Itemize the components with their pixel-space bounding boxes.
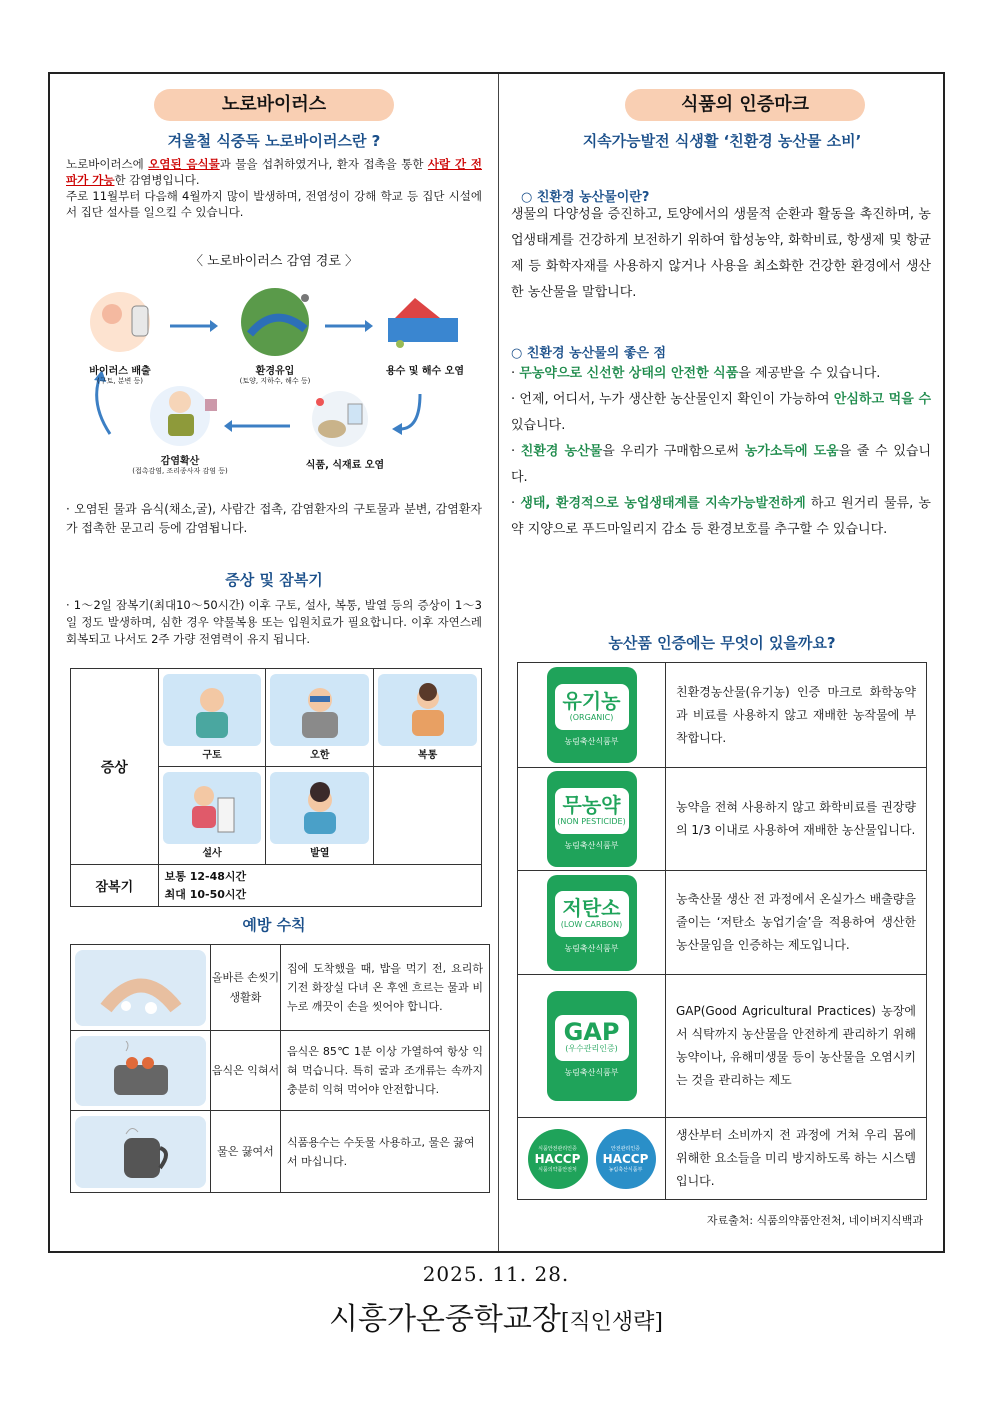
principal-name: 시흥가온중학교장 bbox=[328, 1302, 561, 1337]
symptom-fever-label: 발열 bbox=[310, 848, 330, 859]
norovirus-title: 노로바이러스 bbox=[154, 89, 394, 121]
symptom-diarrhea-label: 설사 bbox=[202, 848, 222, 859]
organic-desc: 친환경농산물(유기농) 인증 마크로 화학농약과 비료를 사용하지 않고 재배한 농작물에 부착합니다. bbox=[666, 663, 927, 768]
cook-cell bbox=[71, 1031, 211, 1111]
handwash-cell bbox=[71, 945, 211, 1031]
symptom-stomach-label: 복통 bbox=[417, 750, 438, 761]
document-frame bbox=[48, 72, 945, 1253]
cook-label: 음식은 익혀서 bbox=[211, 1031, 281, 1111]
symptom-vomit-label: 구토 bbox=[202, 750, 222, 761]
route-note: · 오염된 물과 음식(채소,굴), 사람간 접촉, 감염환자의 구토물과 분변, 감염환자가 접촉한 문고리 등에 감염됩니다. bbox=[66, 502, 482, 535]
symptom-table bbox=[70, 668, 482, 907]
boil-text: 식품용수는 수돗물 사용하고, 물은 끓여서 마십니다. bbox=[281, 1111, 490, 1193]
gap-mark-cell bbox=[518, 975, 666, 1118]
haccp-mark-icons bbox=[518, 1129, 665, 1189]
route-step-1-sub: (구토, 분변 등) bbox=[97, 377, 143, 385]
cert-list-title: 농산품 인증에는 무엇이 있을까요? bbox=[608, 634, 836, 652]
organic-mark-icon: 유기농 (ORGANIC) 농림축산식품부 bbox=[547, 667, 637, 763]
issue-date: 2025. 11. 28. bbox=[422, 1262, 570, 1286]
q1-title: ○ 친환경 농산물이란? bbox=[521, 190, 650, 205]
benefit-3: · 친환경 농산물을 우리가 구매함으로써 농가소득에 도움을 줄 수 있습니다. bbox=[511, 444, 932, 485]
boil-cell bbox=[71, 1111, 211, 1193]
kettle-icon bbox=[75, 1116, 206, 1188]
right-column bbox=[499, 74, 945, 1251]
norovirus-subtitle: 겨울철 식중독 노로바이러스란 ? bbox=[167, 132, 381, 150]
route-step-5-sub: (접촉감염, 조리종사자 감염 등) bbox=[132, 467, 228, 475]
haccp-mafra-icon: 안전관리인증 HACCP 농림축산식품부 bbox=[596, 1129, 656, 1189]
cert-subtitle: 지속가능발전 식생활 ‘친환경 농산물 소비’ bbox=[582, 132, 862, 150]
route-title: 〈 노로바이러스 감염 경로 〉 bbox=[189, 254, 359, 269]
benefit-4: · 생태, 환경적으로 농업생태계를 지속가능발전하게 하고 원거리 물류, 농약 지양으로 푸드마일리지 감소 등 환경보호를 추구할 수 있습니다. bbox=[511, 496, 931, 537]
gap-desc: GAP(Good Agricultural Practices) 농장에서 식탁까지 농산물을 안전하게 관리하기 위해 농약이나, 유해미생물 등이 농산물을 오염시키는 것을 관리하는 제도 bbox=[666, 975, 927, 1118]
route-step-2-label: 환경유입 bbox=[255, 366, 295, 377]
handwash-label: 올바른 손씻기 생활화 bbox=[211, 945, 281, 1031]
handwash-icon bbox=[75, 950, 206, 1026]
haccp-mark-cell bbox=[518, 1118, 666, 1200]
left-column bbox=[50, 74, 498, 1251]
cert-title: 식품의 인증마크 bbox=[625, 89, 865, 121]
handwash-text: 집에 도착했을 때, 밥을 먹기 전, 요리하기전 화장실 다녀 온 후엔 흐르는 물과 비누로 깨끗이 손을 씻어야 합니다. bbox=[281, 945, 490, 1031]
prevention-title: 예방 수칙 bbox=[242, 916, 306, 934]
haccp-desc: 생산부터 소비까지 전 과정에 거쳐 우리 몸에 위해한 요소들을 미리 방지하도록 하는 시스템입니다. bbox=[666, 1118, 927, 1200]
source-note: 자료출처: 식품의약품안전처, 네이버지식백과 bbox=[706, 1214, 923, 1227]
no-pesticide-mark-icon: 무농약 (NON PESTICIDE) 농림축산식품부 bbox=[547, 771, 637, 867]
cert-table bbox=[517, 662, 927, 1200]
symptom-cell-empty bbox=[374, 767, 482, 865]
organic-mark-cell bbox=[518, 663, 666, 768]
q2-title: ○ 친환경 농산물의 좋은 점 bbox=[511, 346, 667, 361]
haccp-mfds-icon: 식품안전관리인증 HACCP 식품의약품안전처 bbox=[528, 1129, 588, 1189]
symptom-chill-label: 오한 bbox=[310, 750, 330, 761]
stomachache-icon bbox=[378, 674, 477, 746]
seal-omitted: [직인생략] bbox=[560, 1310, 664, 1335]
chill-icon bbox=[270, 674, 369, 746]
symptom-row-label: 증상 bbox=[71, 669, 159, 865]
incubation-label: 잠복기 bbox=[71, 865, 159, 907]
boil-label: 물은 끓여서 bbox=[211, 1111, 281, 1193]
route-step-4-label: 식품, 식재료 오염 bbox=[305, 460, 385, 471]
symptom-cell-stomach bbox=[374, 669, 482, 767]
low-carbon-mark-icon: 저탄소 (LOW CARBON) 농림축산식품부 bbox=[547, 875, 637, 971]
incubation-values bbox=[158, 865, 481, 907]
incubation-normal: 보통 12-48시간 bbox=[164, 869, 247, 883]
symptom-cell-diarrhea bbox=[158, 767, 266, 865]
symptom-title: 증상 및 잠복기 bbox=[225, 571, 323, 589]
diarrhea-icon bbox=[163, 772, 262, 844]
route-step-3-label: 용수 및 해수 오염 bbox=[385, 366, 465, 377]
cook-text: 음식은 85℃ 1분 이상 가열하여 항상 익혀 먹습니다. 특히 굴과 조개류는 속까지 충분히 익혀 먹어야 안전합니다. bbox=[281, 1031, 490, 1111]
principal-sign bbox=[0, 1294, 992, 1338]
benefit-1: · 무농약으로 신선한 상태의 안전한 식품을 제공받을 수 있습니다. bbox=[511, 366, 881, 381]
infection-route-diagram bbox=[70, 284, 480, 484]
nopesticide-desc: 농약을 전혀 사용하지 않고 화학비료를 권장량의 1/3 이내로 사용하여 재배한 농산물입니다. bbox=[666, 768, 927, 871]
benefit-2: · 언제, 어디서, 누가 생산한 농산물인지 확인이 가능하여 안심하고 먹을 수 있습니다. bbox=[511, 392, 931, 433]
cooking-pot-icon bbox=[75, 1036, 206, 1106]
vomit-icon bbox=[163, 674, 262, 746]
fever-icon bbox=[270, 772, 369, 844]
lowcarbon-desc: 농축산물 생산 전 과정에서 온실가스 배출량을 줄이는 ‘저탄소 농업기술’을 적용하여 생산한 농산물임을 인증하는 제도입니다. bbox=[666, 871, 927, 975]
symptom-text: · 1～2일 잠복기(최대10～50시간) 이후 구토, 설사, 복통, 발열 등의 증상이 1～3일 정도 발생하며, 심한 경우 약물복용 또는 입원치료가 필요합니다. 이후 자연스레 회복되고 나서도 2주 가량 전염력이 유지 됩니다. bbox=[66, 598, 482, 646]
route-step-1-label: 바이러스 배출 bbox=[89, 366, 151, 377]
symptom-cell-vomit bbox=[158, 669, 266, 767]
gap-mark-icon: GAP (우수관리인증) 농림축산식품부 bbox=[547, 991, 637, 1101]
benefit-list bbox=[511, 361, 931, 543]
symptom-cell-fever bbox=[266, 767, 374, 865]
incubation-max: 최대 10-50시간 bbox=[164, 887, 247, 901]
symptom-cell-chill bbox=[266, 669, 374, 767]
route-step-2-sub: (토양, 지하수, 해수 등) bbox=[239, 377, 311, 385]
prevention-table bbox=[70, 944, 490, 1193]
norovirus-intro: 노로바이러스에 오염된 음식물과 물을 섭취하였거나, 환자 접촉을 통한 사람 간 전파가 가능한 감염병입니다. 주로 11월부터 다음해 4월까지 많이 발생하며, 전염성이 강해 학교 등 집단 시설에서 집단 설사를 일으킬 수 있습니다. bbox=[66, 157, 482, 219]
q1-text: 생물의 다양성을 증진하고, 토양에서의 생물적 순환과 활동을 촉진하며, 농업생태계를 건강하게 보전하기 위하여 합성농약, 화학비료, 항생제 및 항균제 등 화학자재를 사용하지 않거나 사용을 최소화한 건강한 환경에서 생산한 농산물을 말합니다. bbox=[511, 207, 931, 300]
lowcarbon-mark-cell bbox=[518, 871, 666, 975]
nopesticide-mark-cell bbox=[518, 768, 666, 871]
route-step-5-label: 감염확산 bbox=[160, 456, 200, 467]
